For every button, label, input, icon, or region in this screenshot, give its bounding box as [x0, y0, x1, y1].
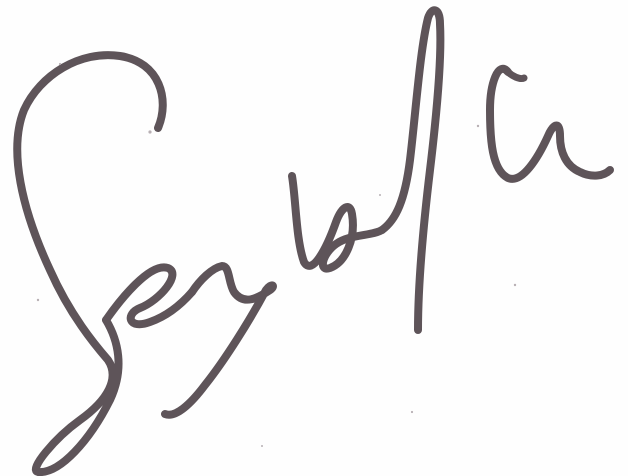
signature-stroke-s: [17, 55, 162, 472]
signature-stroke-l: [382, 10, 440, 330]
signature-stroke-a: [490, 69, 610, 179]
signature-stroke-y: [165, 266, 273, 415]
signature-stroke-hook: [508, 72, 524, 79]
signature-stroke-w: [292, 176, 382, 269]
signature-stroke-e: [106, 267, 192, 324]
